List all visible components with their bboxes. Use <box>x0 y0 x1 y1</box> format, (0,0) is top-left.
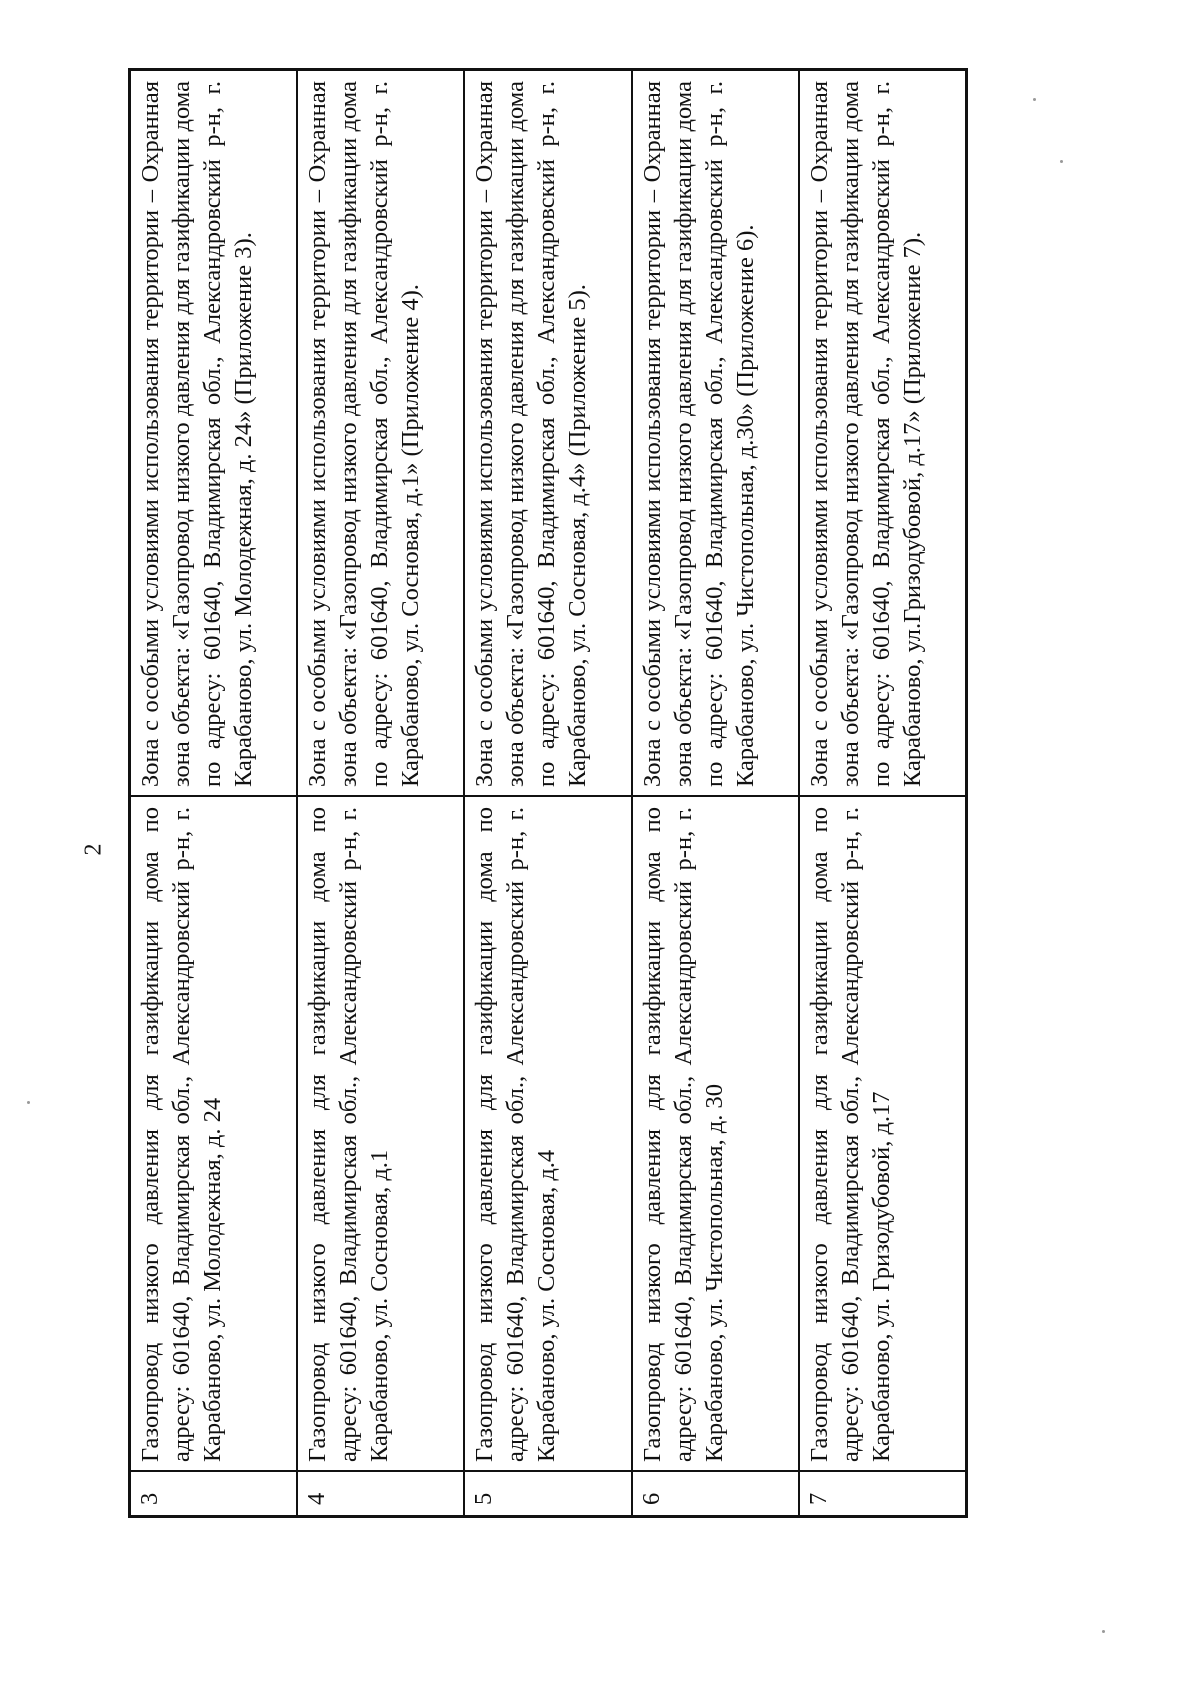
page-number: 2 <box>80 843 107 856</box>
scan-speck <box>1033 98 1036 101</box>
table-row <box>131 71 298 1515</box>
zone-description-cell: Зона с особыми условиями использования территории – Охранная зона объекта: «Газопровод низкого давления для газификации дома по адресу: 601640, Владимирская обл., Александровский р-н, г. Карабаново, ул. Сосновая, д.4» (Приложение 5). <box>471 81 592 787</box>
object-name-cell: Газопровод низкого давления для газификации дома по адресу: 601640, Владимирская обл., Александровский р-н, г. Карабаново, ул. Сосновая, д.4 <box>465 795 630 1470</box>
row-number: 3 <box>131 1470 296 1515</box>
row-number: 5 <box>465 1470 630 1515</box>
zones-table <box>128 68 968 1518</box>
table-row <box>800 71 965 1515</box>
table-row <box>298 71 465 1515</box>
table-row <box>633 71 800 1515</box>
zone-description-cell: Зона с особыми условиями использования территории – Охранная зона объекта: «Газопровод низкого давления для газификации дома по адресу: 601640, Владимирская обл., Александровский р-н, г. Карабаново, ул. Сосновая, д.1» (Приложение 4). <box>304 81 425 787</box>
object-name-cell: Газопровод низкого давления для газификации дома по адресу: 601640, Владимирская обл., Александровский р-н, г. Карабаново, ул. Сосновая, д.1 <box>298 795 463 1470</box>
zone-description-cell: Зона с особыми условиями использования территории – Охранная зона объекта: «Газопровод низкого давления для газификации дома по адресу: 601640, Владимирская обл., Александровский р-н, г. Карабаново, ул.Гризодубовой, д.17» (Приложение 7). <box>805 81 926 787</box>
row-number: 7 <box>800 1470 965 1515</box>
zone-description-cell: Зона с особыми условиями использования территории – Охранная зона объекта: «Газопровод низкого давления для газификации дома по адресу: 601640, Владимирская обл., Александровский р-н, г. Карабаново, ул. Чистопольная, д.30» (Приложение 6). <box>638 81 759 787</box>
scan-speck <box>1102 1630 1105 1633</box>
object-name-cell: Газопровод низкого давления для газификации дома по адресу: 601640, Владимирская обл., Александровский р-н, г. Карабаново, ул. Молодежная, д. 24 <box>131 795 296 1470</box>
row-number: 6 <box>633 1470 798 1515</box>
zone-description-cell: Зона с особыми условиями использования территории – Охранная зона объекта: «Газопровод низкого давления для газификации дома по адресу: 601640, Владимирская обл., Александровский р-н, г. Карабаново, ул. Молодежная, д. 24» (Приложение 3). <box>137 81 257 787</box>
object-name-cell: Газопровод низкого давления для газификации дома по адресу: 601640, Владимирская обл., Александровский р-н, г. Карабаново, ул. Гризодубовой, д.17 <box>800 795 965 1470</box>
table-row <box>465 71 632 1515</box>
object-name-cell: Газопровод низкого давления для газификации дома по адресу: 601640, Владимирская обл., Александровский р-н, г. Карабаново, ул. Чистопольная, д. 30 <box>633 795 798 1470</box>
scan-speck <box>1060 160 1063 163</box>
row-number: 4 <box>298 1470 463 1515</box>
scan-speck <box>27 1101 30 1104</box>
